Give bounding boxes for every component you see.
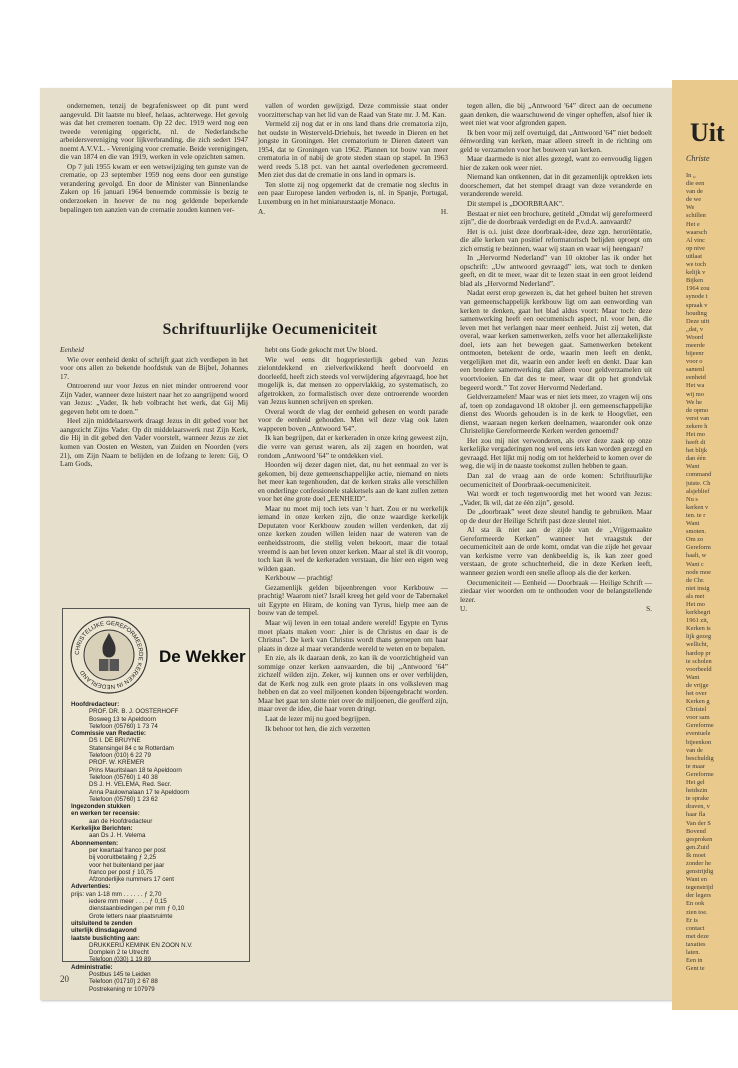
paragraph: De „doorbraak” weet deze sleutel handig te gebruiken. Maar op de deur der Heilige Schrift past deze sleutel niet. [460,507,652,525]
masthead-line: uiterlijk dinsdagavond [71,927,137,935]
paragraph: Het is o.i. juist deze doorbraak-idee, deze zgn. heroriëntatie, die alle kerken van positief reformatorisch belijden oproept om zich ernstig te bezinnen, waar wij staan en waar wij heengaan? [460,226,652,253]
paragraph: In „Hervormd Nederland” van 10 oktober las ik onder het opschrift: „Uw antwoord gevraagd” iets, wat toch te denken geeft, en dit te meer, waar dit te lezen staat in een groot leidend blad als „Hervormd Nederland”. [460,253,652,288]
paragraph: Al sta ik niet aan de zijde van de „Vrijgemaakte Gereformeerde Kerken” wanneer het vraagstuk der oecumeniciteit aan de orde komt, omdat van die zijde het gevaar van kerkisme verre van denkbeeldig is, ik kan zeer goed verstaan, de grote schuchterheid, die in deze Kerken leeft, wanneer gezien wordt een snelle afloop als die der kerken. [460,525,652,577]
paragraph: Ontroerend uur voor Jezus en niet minder ontroerend voor Zijn Vader, wanneer deze luistert naar het zo aangrijpend woord van Jezus: „Vader, Ik heb volbracht het werk, dat Gij Mij gegeven hebt om te doen.” [60,381,248,416]
masthead-line: Postrekening nr 107979 [89,985,155,993]
masthead-line: DS J. H. VELEMA, Red. Secr. [89,781,172,789]
masthead-line: uitsluitend te zenden [71,919,133,927]
paragraph: ondernemen, tenzij de begrafenisweet op dit punt werd aangevuld. Dit laatste nu bleef, helaas, achterwege. Het gevolg was dat het cremeren toenam. Op 22 dec. 1919 werd nog een tweede vereniging opgericht, nl. de Nederlandsche arbeidersvereniging voor lijkverbranding, die zich sedert 1947 noemt A.V.V.L. - Vereniging voor crematie. Beide verenigingen, die van 1874 en die van 1919, werken in vele opzichten samen. [60,101,248,162]
masthead-line: Prins Mauritslaan 18 te Apeldoorn [89,766,182,774]
masthead-line: Commissie van Redactie: [71,730,146,738]
masthead-line: Postbus 145 te Leiden [89,970,151,978]
paragraph: hebt ons Gode gekocht met Uw bloed. [265,345,378,354]
paragraph: Laat de lezer mij nu goed begrijpen. [265,713,371,723]
article-column-1 [60,346,248,470]
paragraph: Vermeld zij nog dat er in ons land thans drie crematoria zijn, het oudste in Westerveld-Driehuis, het tweede in Dieren en het jongste in Groningen. Het crematorium te Dieren dateert van 1954, dat te Groningen van 1962. Plannen tot bouw van meer crematoria in of nabij de grote steden staan op stapel. In 1963 werd reeds 5.18 pct. van het aantal overledenen gecremeerd. Men ziet dus dat de crematie in ons land in opmars is. [258,119,448,180]
paragraph: Dit stempel is „DOORBRAAK”. [467,199,564,209]
masthead-line: voor het buitenland per jaar [89,861,165,869]
masthead-line: PROF. DR. B. J. OOSTERHOFF [89,708,179,716]
masthead-line: bij vooruitbetaling ƒ 2,25 [89,854,157,862]
masthead-line: aan Ds J. H. Velema [89,832,146,840]
masthead-line: dienstaanbiedingen per mm ƒ 0,10 [89,905,185,913]
paragraph: Ik kan begrijpen, dat er kerkeraden in onze kring geweest zijn, die verre van gerust waren, als zij zagen en hoorden, wat rondom „Antwoord '64” te ontdekken viel. [258,433,448,460]
masthead-line: prijs: van 1-18 mm . . . . . . ƒ 2,70 [71,890,162,898]
next-page-text-fragments: In „ die een van de de we We schillen Het e waarsch Al vinc op nive uitlaat we toch kelijk v Bijken 1964 zou synode t spraak v houding Deze uitt „dat, v Woord meerde bijeenr voor o samenl eenheid Het wa wij mo We he de opmo verst van zekere h Het mo heeft di het blijk dan één Want command juiste. Ch alsjeblief Nu s kerken v ten. te r Want smoten. Om zo Gereform haalt, w Want c node moe de Chr. niet insig als met Het mo kerkbegri 1961 zit, Kerken is lijk gezeg wellicht, hardop pr te scholen voorbeeld Want de vrijge het over Kerken g Christel voor sam Gereforme eventuele bijeenkon van de beschuldig te maar Gereforme Het gel heidszin te sprake draven, v haar fla Van der S Bovend gesproken gen.Zuid Ik moet zonder he genstrijdig Want en tegenstrijd der legers En ook zien toe. Er is contact met deze taxaties laten. Een in Gent te [686,172,714,973]
logo-ring-text: CHRISTELIJKE GEREFORMEERDE KERKEN IN NEDERLAND [74,620,144,690]
masthead-line: Telefoon (05760) 1 73 74 [89,722,158,730]
paragraph: Het zou mij niet verwonderen, als over deze zaak op onze kerkelijke vergaderingen nog wel eens iets kan worden gezegd en gevraagd. Het lijkt mij nodig om tot helderheid te komen over de weg, die wij in de naaste toekomst zullen hebben te gaan. [460,435,652,471]
article-subheading: Eenheid [60,345,84,354]
masthead-line: PROF. W. KREMER [89,759,145,767]
masthead-line: Abonnementen: [71,839,119,847]
masthead-line: Advertenties: [71,883,111,891]
masthead-line: Telefoon (010) 6 22 79 [89,752,151,760]
paragraph: Maar wij leven in een totaal andere wereld! Egypte en Tyrus moet plaats maken voor: „hier is de Christus en daar is de Christus”. De kerk van Christus wordt thans geroepen om haar plaats in deze al maar veranderde wereld te weten en te bepalen. [258,617,448,653]
paragraph: Niemand kan ontkennen, dat in dit gezamenlijk optrekken iets doorschemert, dat het stempel draagt van deze veranderde en veranderende wereld. [460,172,652,199]
masthead-line: aan de Hoofdredacteur [89,817,153,825]
masthead-line: Afzonderlijke nummers 17 cent [89,876,174,884]
paragraph: Wie over eenheid denkt of schrijft gaat zich verdiepen in het voor ons allen zo bekende hoofdstuk van de Bijbel, Johannes 17. [60,354,248,381]
page-number: 20 [60,974,69,984]
masthead-line: Domplein 2 te Utrecht [89,949,149,957]
paragraph: Wie wel eens dit hogepriesterlijk gebed van Jezus zielontdekkend en zielverkwikkend heeft doorvoeld en doorleefd, heeft zich steeds vol verwijdering afgevraagd, hoe het mogelijk is, dat mensen zo oppervlakkig, zo systematisch, zo afgetrokken, zo formalistisch over deze ontroerende woorden van Jezus kunnen schrijven en spreken. [258,354,448,407]
masthead-line: Bosweg 13 te Apeldoorn [89,715,157,723]
paragraph: Wat wordt er toch tegenwoordig met het woord van Jezus: „Vader, Ik wil, dat ze één zijn”, gesold. [460,489,652,507]
masthead-line: Telefoon (030) 1 19 89 [89,956,151,964]
crematie-column-1 [60,102,248,215]
paragraph: En zie, als ik daaraan denk, zo kan ik de voorzichtigheid van sommige onzer kerken aanvaarden, die bij „Antwoord '64” zichzelf wilden zijn. Zeker, wij kunnen ons er over verblijden, dat de Kerk nog zulk een grote plaats in ons volksleven mag hebben en dat zo veel miljoenen konden bijeengebracht worden. Maar het gaat ten slotte niet over de miljoenen, die geofferd zijn, maar over de idee, die haar voren dringt. [258,653,448,714]
paragraph: Maar nu moet mij toch iets van 't hart. Zou er nu werkelijk iemand in onze kerken zijn, die onze waardige kerkelijk Deputaten voor Kerkbouw zouden willen verdenken, dat zij onze kerken zouden willen leiden naar de wateren van de eenheidsstroom, die stellig velen bekoort, maar die totaal vreemd is aan het leven onzer kerken. Maar al stel ik dit voorop, toch kan ik wel de kerkeraden verstaan, die hier een eigen weg wilden gaan. [258,503,448,573]
next-page-title: Uit [690,118,725,147]
masthead-line: franco per post ƒ 10,75 [89,868,153,876]
masthead-line: DS I. DE BRUYNE [89,737,141,745]
crematie-signature: A. H. [258,206,448,216]
article-column-2 [258,346,448,734]
paragraph: Hoorden wij dezer dagen niet, dat, nu het eenmaal zo ver is gekomen, bij deze gemeenschappelijke actie, niemand en niets het meer kan tegenhouden, dat de kerken straks alle verschillen en onderlinge confessionele stakketsels aan de kant zullen zetten voor het éne grote doel „EENHEID”. [258,460,448,504]
next-page-edge [672,80,738,1010]
masthead-line: Statensingel 84 c te Rotterdam [89,744,174,752]
paragraph: Dan zal de vraag aan de orde komen: Schriftuurlijke oecumeniciteit of Doorbraak-oecumeniciteit. [460,470,652,489]
article-column-3 [460,102,652,1000]
masthead-line: Grote letters naar plaatsruimte [89,912,173,920]
masthead-line: Hoofdredacteur: [71,701,120,708]
de-wekker-title: De Wekker [159,647,246,666]
paragraph: tegen allen, die bij „Antwoord '64” direct aan de oecumene gaan denken, die waarschuwend de vinger opheffen, alsof hier ik weet niet wat voor afgronden gapen. [460,101,652,128]
paragraph: Op 7 juli 1955 kwam er een wetswijziging ten gunste van de crematie, op 23 september 1959 nog eens door een gunstige verandering gevolgd. En door de Minister van Binnenlandse Zaken op 16 januari 1964 benoemde commissie is bezig te onderzoeken in hoever de nu nog geldende beperkende bepalingen ten aanzien van de crematie zouden kunnen ver- [60,161,248,214]
paragraph: Oecumeniciteit — Eenheid — Doorbraak — Heilige Schrift — ziedaar vier woorden om te onthouden voor de belangstellende lezer. [460,577,652,604]
masthead-line: per kwartaal franco per post [89,846,166,854]
masthead-line: Anna Paulownalaan 17 te Apeldoorn [89,788,190,796]
paragraph: Gezamenlijk gelden bijeenbrengen voor Kerkbouw — prachtig! Waarom niet? Israël kreeg het geld voor de Tabernakel uit Egypte en Hiram, de koning van Tyrus, hielp mee aan de bouw van de tempel. [258,582,448,618]
masthead-line: Administratie: [71,963,113,971]
paragraph: Ik ben voor mij zelf overtuigd, dat „Antwoord '64” niet bedoelt éénwording van kerken, maar alleen streeft in de richting om geld te verzamelen voor het bouwen van kerken. [460,127,652,154]
masthead-line: iedere mm meer . . . . ƒ 0,15 [89,898,167,906]
masthead-line: Telefoon (01710) 2 67 88 [89,978,158,986]
next-page-author: Christe [686,154,710,163]
paragraph: Ik behoor tot hen, die zich verzetten [265,723,371,733]
paragraph: Ten slotte zij nog opgemerkt dat de crematie nog slechts in een paar Europese landen verboden is, nl. in Spanje, Portugal, Luxemburg en in het miniatuurstaatje Monaco. [258,179,448,207]
paragraph: Heel zijn middelaarswerk draagt Jezus in dit gebed voor het aangezicht Zijns Vader. Op dit middelaarswerk rust Zijn Kerk, die Hij in dit gebed den Vader voorstelt, wanneer Jezus ze ziet komen van Oosten en Westen, van Zuiden en Noorden (vers 21), om Zijn Naam te belijden en de lofzang te leren: Gij, O Lam Gods, [60,416,248,469]
article-signature: U. S. [460,604,652,614]
paragraph: vallen of worden gewijzigd. Deze commissie staat onder voorzitterschap van het lid van de Raad van State mr. J. M. Kan. [258,101,448,119]
masthead-line: Telefoon (05760) 1 23 62 [89,795,158,803]
masthead-line: en werken ter recensie: [71,810,140,818]
magazine-page [40,88,672,1000]
paragraph: Geldverzamelen! Maar was er niet iets meer, zo vragen wij ons af, toen op zondagavond 18 oktober jl. een gemeenschappelijke dienst des Woords gehouden is in de kerk te Hoogvliet, een dienst, waaraan negen kerken deelnamen, waaronder ook onze Christelijke Gereformeerde Kerken werden genoemd? [460,392,652,436]
paragraph: Kerkbouw — prachtig! [265,573,334,583]
paragraph: Maar daarmede is niet alles gezegd, want zo eenvoudig liggen hier de zaken ook weer niet. [460,154,652,172]
masthead-line: Ingezonden stukken [71,803,131,811]
masthead-line: Telefoon (05760) 1 40 38 [89,773,158,781]
article-heading: Schriftuurlijke Oecumeniciteit [162,321,378,338]
masthead-details [71,701,243,993]
paragraph: Overal wordt de vlag der eenheid gehesen en wordt parade voor de eenheid gehouden. Men wil deze vlag ook laten wapperen boven „Antwoord '64”. [258,406,448,433]
crematie-column-2 [258,102,448,216]
paragraph: Nadat eerst erop gewezen is, dat het geheel buiten het streven van gemeenschappelijk kerkbouw ligt om aan eenwording van kerken te denken, gaat het blad aldus voort: Maar toch: deze samenwerking heeft een oecumenisch aspect, nl. voor hen, die leven met het verlangen naar meer eenheid. Juist zij weten, dat overal, waar kerken samenwerken, zelfs voor het allerzakelijkste doel, iets aan het bewegen gaat. Samenwerken betekent ontmoeten, betekent de orde, waarin men leeft en denkt, vergelijken met dit, waarin een ander leeft en denkt. Daar kan een bredere samenwerking dan alleen voor geldverzamelen uit voortvloeien. En dat des te meer, waar dit op het grondvlak begeerd wordt.” Tot zover Hervormd Nederland. [460,288,652,392]
masthead-line: Kerkelijke Berichten: [71,825,133,833]
paragraph: Bestaat er niet een brochure, getiteld „Omdat wij gereformeerd zijn”, die de doorbraak verdedigt en de P.v.d.A. aanvaardt? [460,208,652,227]
masthead-line: laatste buslichting aan: [71,934,140,942]
masthead-line: DRUKKERIJ KEMINK EN ZOON N.V. [89,941,193,949]
church-seal-logo-icon [69,615,149,695]
